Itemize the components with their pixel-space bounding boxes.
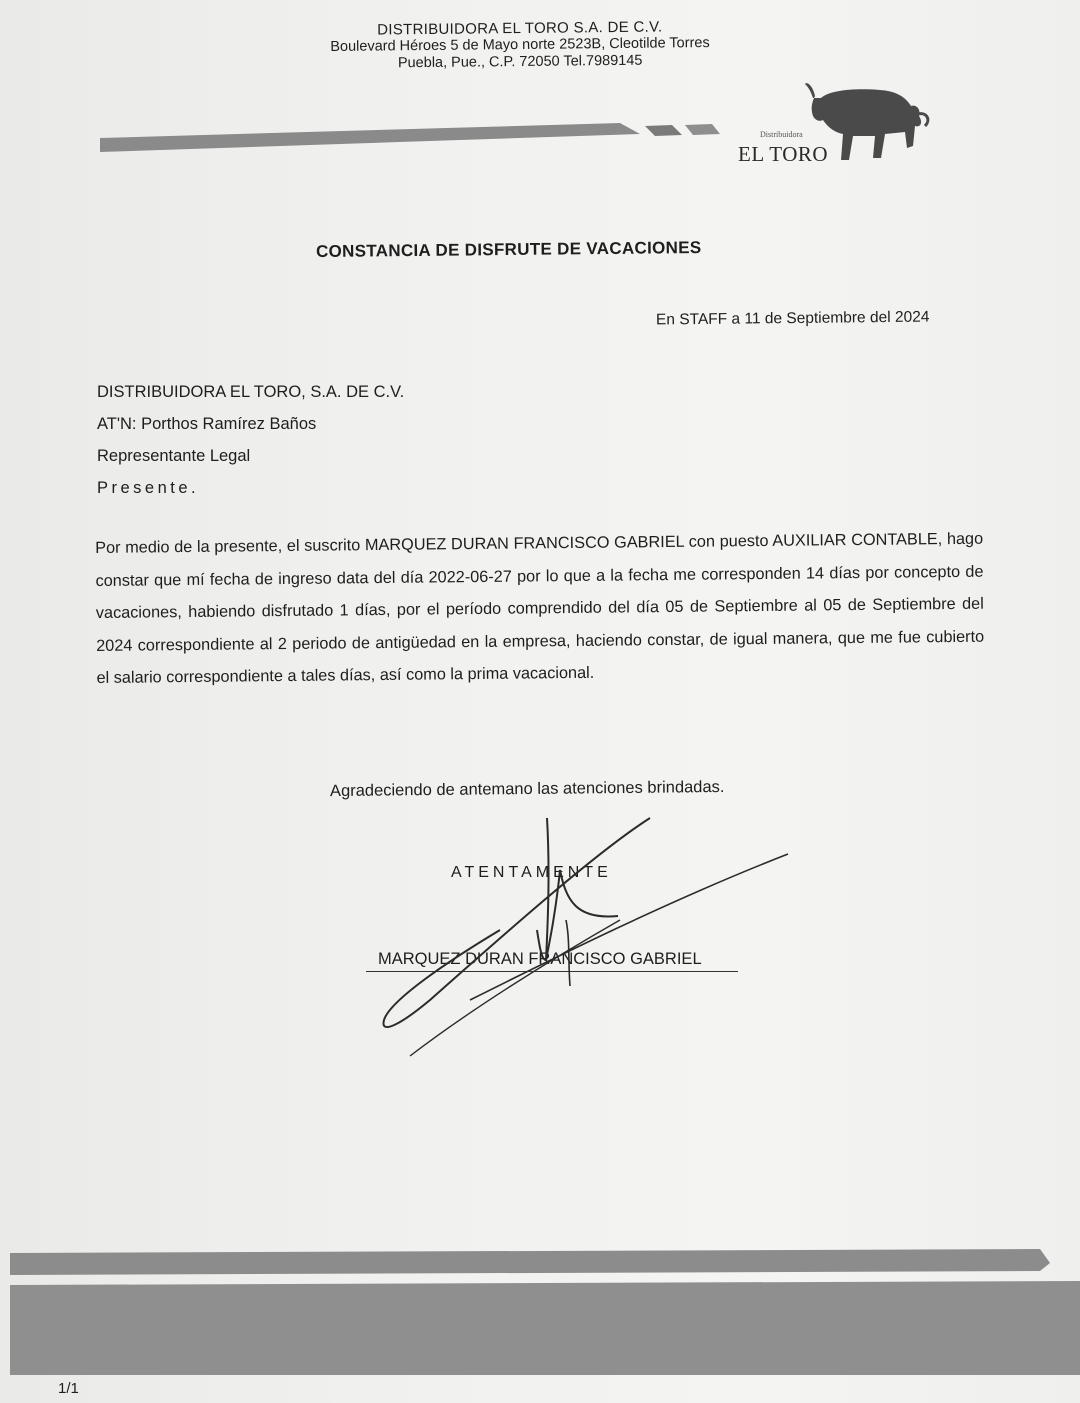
signature-label: ATENTAMENTE [451,864,612,881]
footer-decorative-band [0,1245,1080,1375]
document-date: En STAFF a 11 de Septiembre del 2024 [655,308,930,329]
closing-line: Agradeciendo de antemano las atenciones brindadas. [329,777,725,801]
handwritten-signature [370,810,800,1070]
body-paragraph: Por medio de la presente, el suscrito MARQUEZ DURAN FRANCISCO GABRIEL con puesto AUXILIAR CONTABLE, hago constar que mí fecha de ingreso data del día 2022-06-27 por lo que a la fecha me corresponden 14 días por concepto de vacaciones, habiendo disfrutado 1 días, por el período comprendido del día 05 de Septiembre al 05 de Septiembre del 2024 correspondiente al 2 periodo de antigüedad en la empresa, haciendo constar, de igual manera, que me fue cubierto el salario correspondiente a tales días, así como la prima vacacional. [95,529,985,687]
letterhead-company: DISTRIBUIDORA EL TORO S.A. DE C.V. [377,18,663,39]
addressee-company: DISTRIBUIDORA EL TORO, S.A. DE C.V. [97,383,405,401]
addressee-role: Representante Legal [97,447,251,465]
logo-small-text: Distribuidora [760,130,803,139]
letterhead [300,16,741,74]
document-title: CONSTANCIA DE DISFRUTE DE VACACIONES [315,237,702,262]
letterhead-address-line2: Puebla, Pue., C.P. 72050 Tel.7989145 [397,52,643,72]
letterhead-decorative-bar [100,122,640,150]
logo-brand-text: EL TORO [738,142,829,166]
addressee-attn: AT'N: Porthos Ramírez Baños [97,415,317,433]
page-number: 1/1 [58,1380,79,1397]
addressee-block [97,376,404,504]
addressee-presente: Presente. [97,479,200,497]
signer-name: MARQUEZ DURAN FRANCISCO GABRIEL [378,950,702,968]
letterhead-address-line1: Boulevard Héroes 5 de Mayo norte 2523B, Cleotilde Torres [330,35,710,55]
